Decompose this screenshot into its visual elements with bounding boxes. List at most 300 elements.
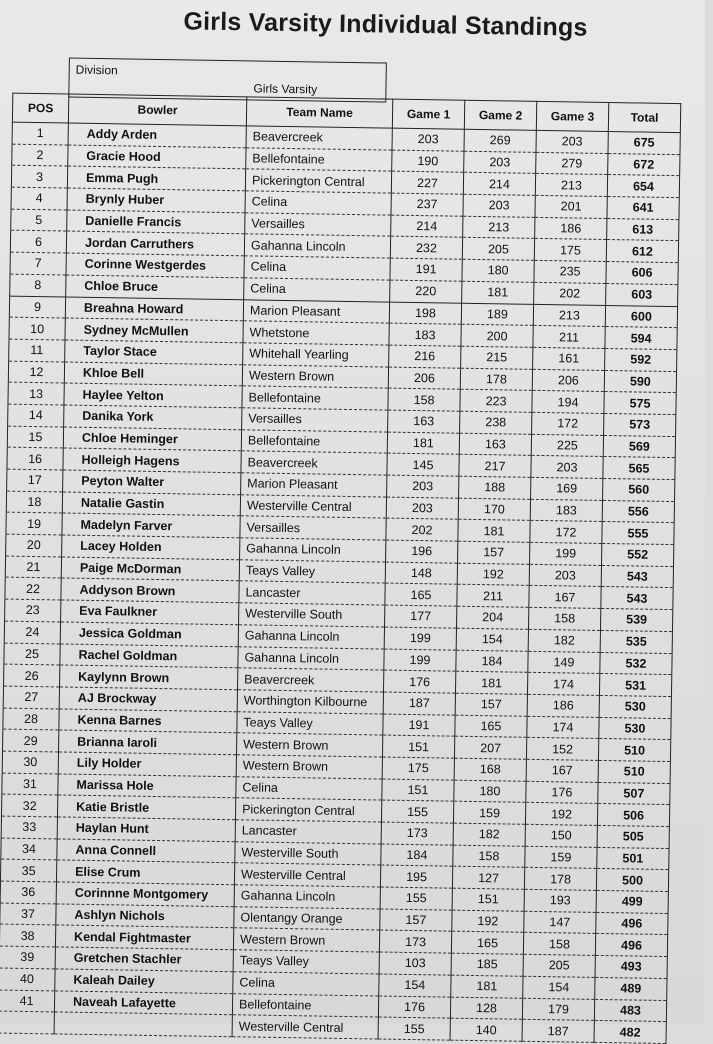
row-team: Gahanna Lincoln	[244, 234, 390, 258]
row-game-3: 179	[522, 998, 594, 1021]
row-game-2: 182	[453, 823, 525, 846]
row-pos: 2	[12, 144, 68, 167]
row-total: 565	[603, 457, 675, 480]
row-team: Gahanna Lincoln	[240, 538, 386, 562]
row-team: Whetstone	[243, 321, 389, 345]
row-game-3: 167	[529, 586, 601, 609]
row-bowler: Danielle Francis	[67, 210, 245, 234]
row-game-1: 206	[388, 367, 460, 390]
row-total: 493	[595, 956, 667, 979]
row-bowler: Ashlyn Nichols	[56, 904, 234, 928]
row-team: Lancaster	[235, 820, 381, 844]
row-pos: 38	[0, 924, 56, 947]
row-pos: 24	[4, 621, 60, 644]
row-pos: 4	[11, 187, 67, 210]
row-pos: 3	[11, 166, 67, 189]
row-game-3: 205	[523, 954, 595, 977]
row-game-2: 154	[456, 628, 528, 651]
header-game-3: Game 3	[536, 101, 608, 131]
row-game-2: 185	[451, 953, 523, 976]
row-bowler	[54, 1012, 232, 1036]
row-team: Celina	[244, 256, 390, 280]
row-game-1: 176	[378, 996, 450, 1019]
row-bowler: Jordan Carruthers	[66, 231, 244, 255]
row-total: 575	[604, 392, 676, 415]
row-game-3: 187	[522, 1019, 594, 1042]
row-team: Pickerington Central	[245, 169, 391, 193]
row-bowler: Kaleah Dailey	[55, 969, 233, 993]
row-team: Western Brown	[233, 928, 379, 952]
row-game-2: 165	[455, 715, 527, 738]
row-bowler: Addy Arden	[68, 123, 246, 147]
row-game-2: 181	[455, 671, 527, 694]
row-bowler: Khloe Bell	[64, 362, 242, 386]
row-game-3: 167	[526, 759, 598, 782]
row-game-2: 213	[463, 216, 535, 239]
row-team: Lancaster	[239, 581, 385, 605]
row-pos: 12	[8, 361, 64, 384]
row-total: 501	[597, 847, 669, 870]
row-pos: 36	[0, 881, 56, 904]
row-game-2: 184	[456, 650, 528, 673]
row-total: 641	[607, 197, 679, 220]
row-game-2: 269	[464, 129, 536, 152]
row-game-3: 235	[534, 260, 606, 283]
row-game-3: 182	[528, 629, 600, 652]
row-game-2: 204	[457, 606, 529, 629]
row-team: Westerville South	[235, 841, 381, 865]
row-team: Bellefontaine	[232, 993, 378, 1017]
row-game-3: 203	[529, 564, 601, 587]
row-game-1: 191	[390, 258, 462, 281]
row-bowler: Haylan Hunt	[57, 817, 235, 841]
row-game-3: 150	[525, 824, 597, 847]
row-bowler: Marissa Hole	[58, 774, 236, 798]
row-bowler: Chloe Bruce	[66, 275, 244, 299]
row-bowler: Breahna Howard	[65, 297, 243, 321]
row-bowler: Emma Pugh	[67, 166, 245, 190]
row-pos: 31	[2, 773, 58, 796]
row-game-1: 199	[384, 649, 456, 672]
row-pos: 7	[10, 252, 66, 275]
row-total: 500	[596, 869, 668, 892]
row-game-1: 158	[388, 388, 460, 411]
row-bowler: Naveah Lafayette	[54, 990, 232, 1014]
row-game-1: 176	[383, 670, 455, 693]
row-pos: 14	[8, 404, 64, 427]
row-total: 672	[608, 153, 680, 176]
row-total: 556	[602, 500, 674, 523]
row-team: Versailles	[245, 213, 391, 237]
row-bowler: Holleigh Hagens	[63, 448, 241, 472]
row-pos: 20	[6, 534, 62, 557]
row-team: Celina	[245, 191, 391, 215]
row-game-3: 159	[525, 846, 597, 869]
row-game-1: 181	[387, 432, 459, 455]
row-game-2: 215	[461, 346, 533, 369]
row-bowler: Danika York	[64, 405, 242, 429]
row-game-2: 127	[452, 867, 524, 890]
row-game-2: 165	[451, 932, 523, 955]
row-total: 496	[595, 934, 667, 957]
row-team: Bellefontaine	[246, 148, 392, 172]
row-game-3: 178	[524, 868, 596, 891]
row-game-1: 237	[391, 193, 463, 216]
row-pos: 16	[7, 447, 63, 470]
row-game-3: 211	[533, 326, 605, 349]
row-team: Gahanna Lincoln	[238, 625, 384, 649]
row-game-3: 203	[531, 456, 603, 479]
row-bowler: Anna Connell	[57, 839, 235, 863]
row-total: 489	[595, 977, 667, 1000]
row-game-3: 169	[531, 477, 603, 500]
row-pos	[0, 1011, 54, 1034]
row-bowler: Paige McDorman	[61, 557, 239, 581]
row-bowler: Rachel Goldman	[60, 643, 238, 667]
row-game-2: 157	[458, 541, 530, 564]
row-team: Marion Pleasant	[241, 473, 387, 497]
header-game-2: Game 2	[464, 100, 536, 130]
row-game-1: 173	[381, 822, 453, 845]
row-game-1: 191	[383, 714, 455, 737]
row-total: 592	[605, 348, 677, 371]
row-total: 499	[596, 890, 668, 913]
row-pos: 32	[1, 794, 57, 817]
row-game-3: 279	[536, 152, 608, 175]
row-game-1: 202	[386, 518, 458, 541]
row-bowler: Natalie Gastin	[62, 492, 240, 516]
row-game-3: 203	[536, 130, 608, 153]
row-pos: 15	[7, 426, 63, 449]
row-team: Whitehall Yearling	[243, 343, 389, 367]
row-pos: 22	[5, 578, 61, 601]
row-game-2: 205	[462, 238, 534, 261]
row-total: 600	[605, 305, 677, 328]
row-game-1: 163	[388, 410, 460, 433]
row-bowler: Kaylynn Brown	[60, 665, 238, 689]
row-game-2: 223	[460, 389, 532, 412]
row-game-2: 181	[458, 520, 530, 543]
row-bowler: Lacey Holden	[62, 535, 240, 559]
row-game-3: 172	[530, 521, 602, 544]
row-team: Marion Pleasant	[243, 299, 389, 323]
row-game-3: 172	[532, 412, 604, 435]
row-bowler: Corinne Westgerdes	[66, 253, 244, 277]
row-total: 612	[606, 240, 678, 263]
row-game-2: 200	[461, 324, 533, 347]
row-game-1: 195	[380, 865, 452, 888]
row-game-2: 207	[454, 736, 526, 759]
row-team: Versailles	[242, 408, 388, 432]
row-pos: 8	[10, 274, 66, 297]
row-pos: 30	[2, 751, 58, 774]
row-team: Beavercreek	[238, 668, 384, 692]
row-team: Westerville Central	[234, 863, 380, 887]
row-total: 483	[594, 999, 666, 1022]
row-game-2: 203	[464, 151, 536, 174]
row-pos: 11	[9, 339, 65, 362]
row-total: 535	[600, 630, 672, 653]
row-game-1: 165	[385, 584, 457, 607]
row-total: 606	[606, 262, 678, 285]
row-total: 555	[602, 522, 674, 545]
row-team: Worthington Kilbourne	[237, 690, 383, 714]
row-game-2: 192	[457, 563, 529, 586]
row-game-2: 180	[454, 780, 526, 803]
row-total: 507	[598, 782, 670, 805]
row-game-2: 211	[457, 585, 529, 608]
row-bowler: Lily Holder	[58, 752, 236, 776]
row-game-2: 192	[452, 910, 524, 933]
row-game-1: 151	[382, 779, 454, 802]
row-game-2: 188	[459, 476, 531, 499]
row-team: Celina	[233, 972, 379, 996]
row-total: 531	[599, 674, 671, 697]
row-team: Pickerington Central	[235, 798, 381, 822]
row-team: Olentangy Orange	[234, 906, 380, 930]
row-game-3: 199	[530, 542, 602, 565]
row-game-1: 151	[382, 735, 454, 758]
row-team: Gahanna Lincoln	[238, 646, 384, 670]
row-pos: 10	[9, 317, 65, 340]
row-total: 506	[597, 804, 669, 827]
row-pos: 40	[0, 968, 55, 991]
row-team: Western Brown	[236, 733, 382, 757]
row-total: 654	[607, 175, 679, 198]
row-pos: 39	[0, 946, 55, 969]
row-game-2: 140	[450, 1018, 522, 1041]
row-team: Western Brown	[242, 364, 388, 388]
row-bowler: Chloe Heminger	[63, 427, 241, 451]
row-game-3: 147	[524, 911, 596, 934]
standings-table	[0, 93, 681, 1044]
row-total: 505	[597, 825, 669, 848]
row-pos: 21	[5, 556, 61, 579]
row-total: 482	[594, 1021, 666, 1044]
row-game-2: 181	[451, 975, 523, 998]
row-game-2: 238	[460, 411, 532, 434]
row-team: Beavercreek	[246, 126, 392, 150]
row-game-3: 174	[527, 716, 599, 739]
row-game-3: 192	[525, 803, 597, 826]
row-game-1: 155	[381, 800, 453, 823]
row-game-1: 203	[387, 475, 459, 498]
row-pos: 28	[3, 708, 59, 731]
row-bowler: Peyton Walter	[63, 470, 241, 494]
row-team: Teays Valley	[239, 560, 385, 584]
row-bowler: Elise Crum	[56, 860, 234, 884]
row-game-1: 214	[391, 215, 463, 238]
row-bowler: Kenna Barnes	[59, 709, 237, 733]
row-pos: 41	[0, 990, 55, 1013]
row-bowler: Corinnne Montgomery	[56, 882, 234, 906]
row-team: Celina	[236, 776, 382, 800]
row-game-1: 154	[379, 974, 451, 997]
row-team: Beavercreek	[241, 451, 387, 475]
row-pos: 34	[1, 838, 57, 861]
row-game-1: 187	[383, 692, 455, 715]
row-team: Bellefontaine	[242, 386, 388, 410]
row-game-3: 206	[532, 369, 604, 392]
header-game-1: Game 1	[392, 99, 464, 129]
row-game-1: 103	[379, 952, 451, 975]
row-game-3: 149	[528, 651, 600, 674]
row-pos: 13	[8, 382, 64, 405]
row-bowler: Brianna Iaroli	[59, 730, 237, 754]
row-total: 543	[601, 587, 673, 610]
header-total: Total	[608, 103, 680, 133]
row-game-3: 174	[527, 673, 599, 696]
header-pos: POS	[12, 93, 68, 123]
row-team: Versailles	[240, 516, 386, 540]
row-game-3: 202	[534, 282, 606, 305]
row-total: 590	[604, 370, 676, 393]
row-game-1: 155	[380, 887, 452, 910]
division-label: Division	[75, 62, 118, 78]
row-game-1: 227	[391, 171, 463, 194]
row-game-1: 199	[384, 627, 456, 650]
row-game-2: 151	[452, 888, 524, 911]
row-total: 573	[604, 413, 676, 436]
row-team: Westerville Central	[232, 1015, 378, 1039]
row-pos: 9	[9, 296, 65, 319]
row-game-1: 196	[386, 540, 458, 563]
row-game-3: 225	[531, 434, 603, 457]
row-pos: 33	[1, 816, 57, 839]
row-game-1: 203	[392, 128, 464, 151]
row-game-3: 183	[530, 499, 602, 522]
row-game-1: 145	[387, 453, 459, 476]
row-team: Teays Valley	[233, 950, 379, 974]
row-game-3: 158	[528, 607, 600, 630]
row-game-3: 194	[532, 391, 604, 414]
row-team: Gahanna Lincoln	[234, 885, 380, 909]
row-game-2: 159	[453, 801, 525, 824]
row-game-2: 158	[453, 845, 525, 868]
row-game-1: 184	[381, 844, 453, 867]
row-total: 613	[607, 218, 679, 241]
row-game-2: 214	[463, 173, 535, 196]
row-game-3: 186	[535, 217, 607, 240]
row-pos: 29	[3, 729, 59, 752]
row-bowler: Katie Bristle	[57, 795, 235, 819]
row-bowler: Madelyn Farver	[62, 513, 240, 537]
row-pos: 17	[7, 469, 63, 492]
row-total: 594	[605, 327, 677, 350]
row-pos: 27	[3, 686, 59, 709]
row-bowler: Kendal Fightmaster	[55, 925, 233, 949]
row-pos: 35	[0, 859, 56, 882]
row-game-3: 152	[526, 738, 598, 761]
header-team: Team Name	[246, 97, 392, 128]
row-team: Western Brown	[236, 755, 382, 779]
row-total: 530	[599, 717, 671, 740]
row-game-3: 213	[533, 304, 605, 327]
row-pos: 1	[12, 122, 68, 145]
row-bowler: Gretchen Stachler	[55, 947, 233, 971]
row-team: Bellefontaine	[241, 429, 387, 453]
row-game-2: 178	[460, 368, 532, 391]
row-game-2: 203	[463, 194, 535, 217]
row-game-1: 148	[385, 562, 457, 585]
row-game-1: 198	[389, 302, 461, 325]
row-game-3: 186	[527, 694, 599, 717]
row-game-3: 176	[526, 781, 598, 804]
row-game-2: 168	[454, 758, 526, 781]
row-game-3: 213	[535, 174, 607, 197]
row-game-3: 158	[523, 933, 595, 956]
row-total: 552	[602, 544, 674, 567]
row-bowler: Haylee Yelton	[64, 383, 242, 407]
row-game-3: 201	[535, 195, 607, 218]
row-bowler: AJ Brockway	[59, 687, 237, 711]
row-game-1: 175	[382, 757, 454, 780]
row-total: 496	[596, 912, 668, 935]
row-game-1: 190	[392, 150, 464, 173]
row-game-2: 180	[462, 259, 534, 282]
row-team: Westerville Central	[240, 494, 386, 518]
row-total: 510	[598, 739, 670, 762]
row-game-1: 232	[390, 237, 462, 260]
row-game-1: 177	[385, 605, 457, 628]
row-game-1: 157	[380, 909, 452, 932]
header-bowler: Bowler	[68, 94, 246, 126]
row-bowler: Sydney McMullen	[65, 318, 243, 342]
row-total: 510	[598, 760, 670, 783]
row-pos: 23	[5, 599, 61, 622]
division-value: Girls Varsity	[253, 81, 318, 97]
row-pos: 37	[0, 903, 56, 926]
row-game-2: 170	[458, 498, 530, 521]
row-pos: 19	[6, 512, 62, 535]
row-total: 543	[601, 565, 673, 588]
row-pos: 18	[6, 491, 62, 514]
row-game-1: 183	[389, 323, 461, 346]
row-game-3: 175	[534, 239, 606, 262]
row-game-1: 216	[389, 345, 461, 368]
row-game-2: 181	[462, 281, 534, 304]
row-game-2: 157	[455, 693, 527, 716]
row-total: 675	[608, 132, 680, 155]
row-team: Teays Valley	[237, 711, 383, 735]
row-pos: 26	[4, 664, 60, 687]
row-bowler: Brynly Huber	[67, 188, 245, 212]
row-total: 530	[599, 695, 671, 718]
row-total: 569	[603, 435, 675, 458]
row-total: 603	[606, 283, 678, 306]
row-pos: 6	[10, 231, 66, 254]
row-total: 560	[603, 478, 675, 501]
row-pos: 5	[11, 209, 67, 232]
row-team: Celina	[244, 278, 390, 302]
page-title: Girls Varsity Individual Standings	[183, 7, 588, 42]
row-game-2: 217	[459, 455, 531, 478]
row-team: Westerville South	[239, 603, 385, 627]
row-bowler: Addyson Brown	[61, 578, 239, 602]
row-game-3: 154	[523, 976, 595, 999]
row-game-1: 155	[378, 1017, 450, 1040]
row-bowler: Jessica Goldman	[60, 622, 238, 646]
row-game-2: 163	[459, 433, 531, 456]
row-game-1: 220	[390, 280, 462, 303]
row-game-3: 193	[524, 889, 596, 912]
row-game-1: 203	[386, 497, 458, 520]
row-bowler: Taylor Stace	[65, 340, 243, 364]
row-bowler: Eva Faulkner	[61, 600, 239, 624]
row-pos: 25	[4, 643, 60, 666]
row-game-2: 189	[461, 303, 533, 326]
row-bowler: Gracie Hood	[68, 145, 246, 169]
